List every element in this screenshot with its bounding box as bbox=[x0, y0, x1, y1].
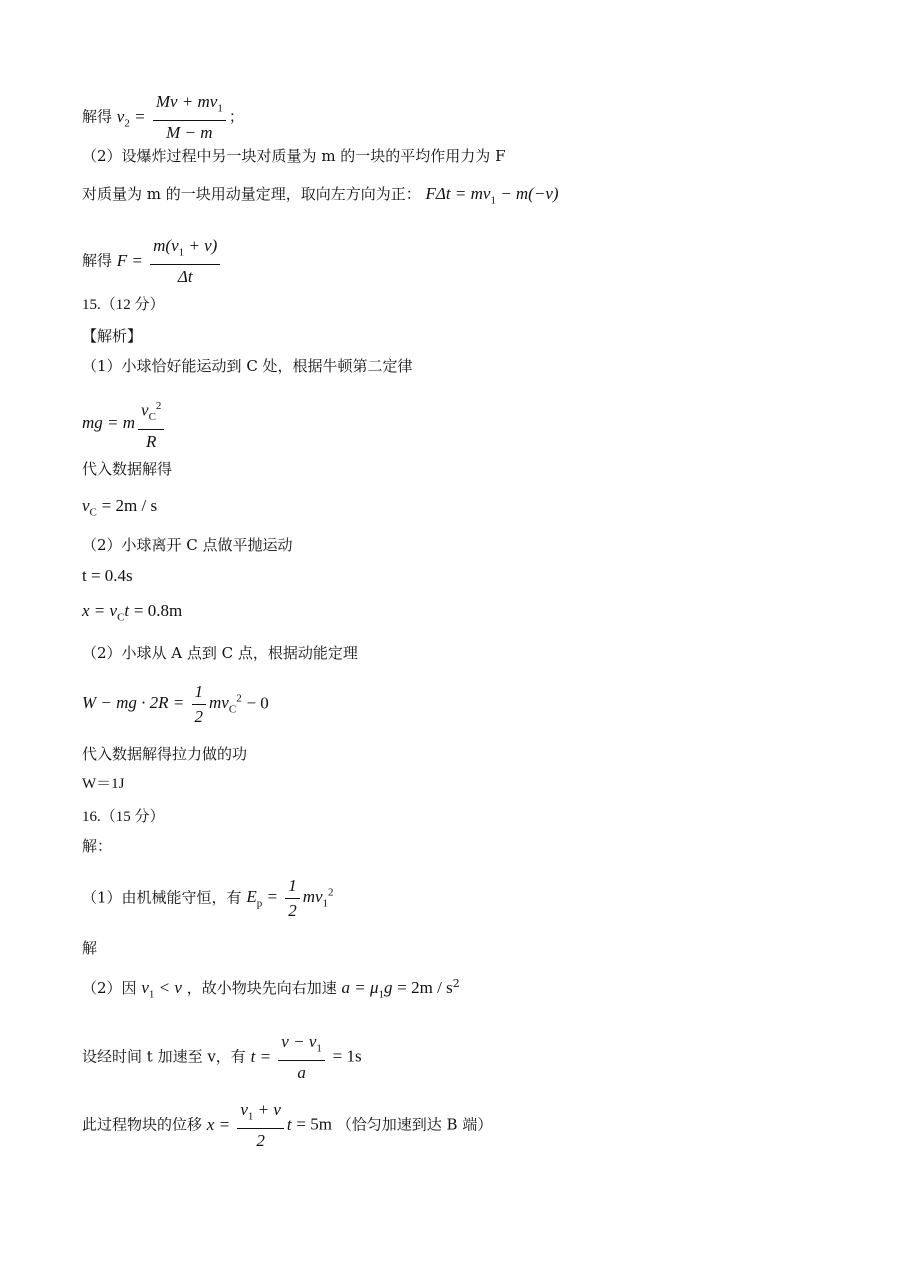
text-line: W＝1J bbox=[82, 776, 125, 792]
text-line: 代入数据解得拉力做的功 bbox=[82, 745, 248, 763]
formula-f: F = $\frac{m(v_1 + v)}{\Delta t}$ bbox=[117, 251, 224, 270]
text-l01: 解得 bbox=[82, 107, 113, 126]
formula-v2: $v_2$ = $\frac{Mv + mv_1}{M - m}$ bbox=[117, 107, 229, 126]
text-line: （2）小球从 A 点到 C 点，根据动能定理 bbox=[82, 644, 358, 662]
formula-work-energy: W − mg · 2R = $\frac{1}{2}$ $mv_C^2 - 0$ bbox=[82, 682, 269, 726]
text-line: （2）设爆炸过程中另一块对质量为 m 的一块的平均作用力为 F bbox=[82, 147, 506, 165]
text-line: 解 bbox=[82, 939, 98, 957]
solve-f-line: 解得 F = $\frac{m(v_1 + v)}{\Delta t}$ bbox=[82, 236, 223, 287]
formula-newton: mg = m $\frac{v_C^2}{R}$ bbox=[82, 396, 167, 452]
text-line: 解： bbox=[82, 837, 113, 855]
formula-vc: $v_C = 2m / s$ bbox=[82, 496, 158, 519]
text-line: 代入数据解得 bbox=[82, 460, 173, 478]
question-16-heading: 16.（15 分） bbox=[82, 809, 165, 825]
formula-ep: $E_p$ = $\frac{1}{2}$ $mv_1^2$ bbox=[246, 876, 334, 920]
formula-impulse: $F\Delta t = mv_1 - m(-v)$ bbox=[425, 184, 559, 207]
question-15-heading: 15.（12 分） bbox=[82, 297, 165, 313]
formula-t: t = 0.4s bbox=[82, 566, 133, 585]
text-line: （1）小球恰好能运动到 C 处，根据牛顿第二定律 bbox=[82, 357, 413, 375]
energy-conservation-line: （1）由机械能守恒，有 $E_p$ = $\frac{1}{2}$ $mv_1^2$ bbox=[82, 876, 334, 920]
acceleration-line: （2）因 $v_1 < v$ ，故小物块先向右加速 $a = \mu_1g = 2m / s^2$ bbox=[82, 977, 460, 1001]
momentum-theorem-line: 对质量为 m 的一块用动量定理，取向左方向为正： $F\Delta t = mv_1 - m(-v)$ bbox=[82, 184, 559, 207]
time-line: 设经时间 t 加速至 v，有 t = $\frac{v - v_1}{a}$ = 1s bbox=[82, 1032, 362, 1083]
text-line: （2）小球离开 C 点做平抛运动 bbox=[82, 536, 293, 554]
solve-v2-line: 解得 $v_2$ = $\frac{Mv + mv_1}{M - m}$ ； bbox=[82, 92, 244, 143]
analysis-heading: 【解析】 bbox=[82, 327, 143, 345]
displacement-line: 此过程物块的位移 x = $\frac{v_1 + v}{2}$ t = 5m （恰匀加速到达 B 端） bbox=[82, 1100, 493, 1151]
formula-x: $x = v_Ct = 0.8m$ bbox=[82, 601, 183, 624]
